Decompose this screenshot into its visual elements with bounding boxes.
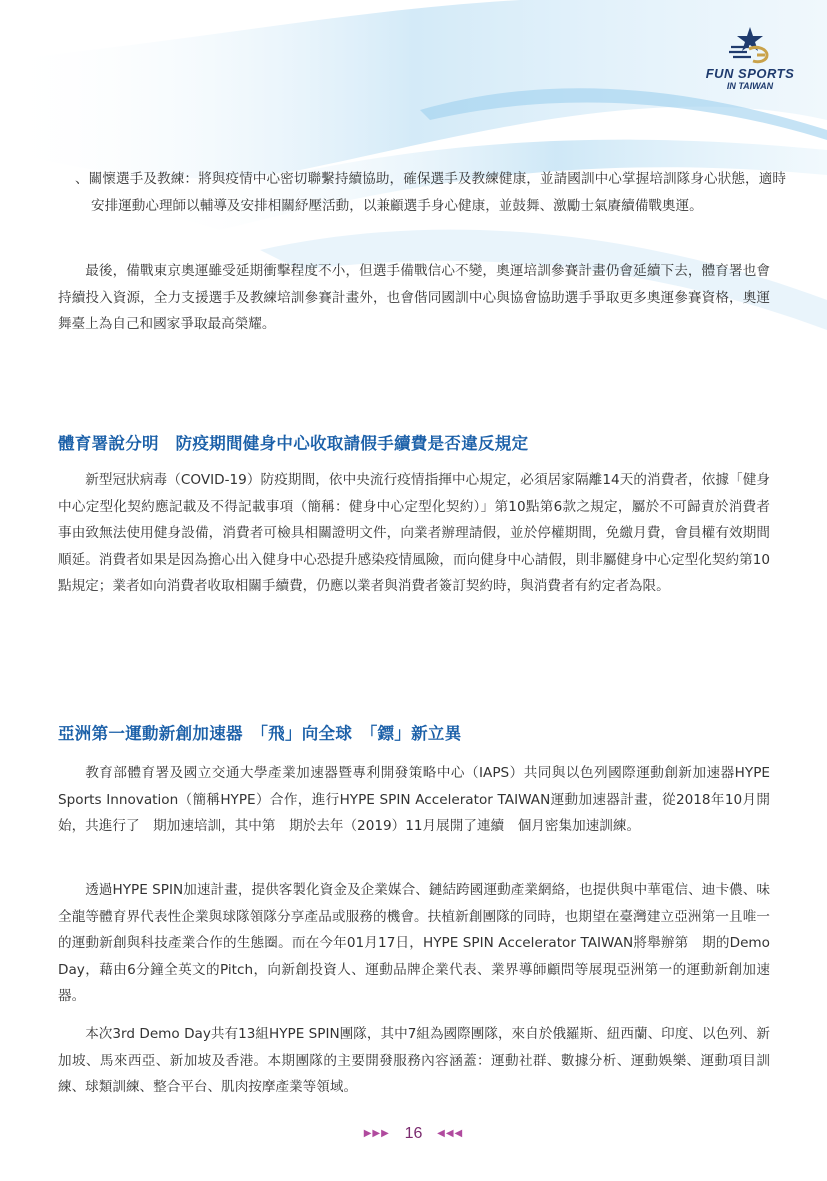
heading-gym-fees: 體育署說分明 防疫期間健身中心收取請假手續費是否違反規定 bbox=[58, 434, 529, 453]
paragraph-conclusion: 最後，備戰東京奧運雖受延期衝擊程度不小，但選手備戰信心不變，奧運培訓參賽計畫仍會延續下去，體育署也會持續投入資源，全力支援選手及教練培訓參賽計畫外，也會偕同國訓中心與協會協助選手爭取更多奧運參賽資格，奧運舞臺上為自己和國家爭取最高榮耀。 bbox=[58, 263, 770, 332]
page-number: 16 bbox=[404, 1125, 423, 1142]
logo-text-main: FUN SPORTS bbox=[705, 66, 795, 81]
page-footer bbox=[0, 1124, 827, 1143]
bullet-care-athletes: 、關懷選手及教練：將與疫情中心密切聯繫持續協助，確保選手及教練健康，並請國訓中心掌握培訓隊身心狀態，適時安排運動心理師以輔導及安排相關紓壓活動，以兼顧選手身心健康，並鼓舞、激勵士氣賡續備戰奧運。 bbox=[75, 171, 786, 214]
footer-left-arrows: ▶▶▶ bbox=[363, 1128, 390, 1139]
fun-sports-logo bbox=[700, 25, 800, 91]
footer-right-arrows: ◀◀◀ bbox=[437, 1128, 464, 1139]
paragraph-accelerator-intro: 教育部體育署及國立交通大學產業加速器暨專利開發策略中心（IAPS）共同與以色列國際運動創新加速器HYPE Sports Innovation（簡稱HYPE）合作，進行HYPE SPIN Accelerator TAIWAN運動加速器計畫，從2018年10月開始，共進行了 期加速培訓，其中第 期於去年（2019）11月展開了連續 個月密集加速訓練。 bbox=[58, 765, 770, 834]
paragraph-accelerator-program: 透過HYPE SPIN加速計畫，提供客製化資金及企業媒合、鏈結跨國運動產業網絡，也提供與中華電信、迪卡儂、味全龍等體育界代表性企業與球隊領隊分享產品或服務的機會。扶植新創團隊的同時，也期望在臺灣建立亞洲第一且唯一的運動新創與科技產業合作的生態圈。而在今年01月17日，HYPE SPIN Accelerator TAIWAN將舉辦第 期的Demo Day，藉由6分鐘全英文的Pitch，向新創投資人、運動品牌企業代表、業界導師顧問等展現亞洲第一的運動新創加速器。 bbox=[58, 882, 770, 1004]
logo-text-sub: IN TAIWAN bbox=[726, 81, 774, 91]
paragraph-gym-fees: 新型冠狀病毒（COVID-19）防疫期間，依中央流行疫情指揮中心規定，必須居家隔離14天的消費者，依據「健身中心定型化契約應記載及不得記載事項（簡稱：健身中心定型化契約）」第10點第6款之規定，屬於不可歸責於消費者事由致無法使用健身設備，消費者可檢具相關證明文件，向業者辦理請假，並於停權期間，免繳月費，會員權有效期間順延。消費者如果是因為擔心出入健身中心恐提升感染疫情風險，而向健身中心請假，則非屬健身中心定型化契約第10點規定；業者如向消費者收取相關手續費，仍應以業者與消費者簽訂契約時，與消費者有約定者為限。 bbox=[58, 472, 770, 594]
logo-figure-icon bbox=[727, 25, 773, 65]
heading-accelerator: 亞洲第一運動新創加速器 「飛」向全球 「鏢」新立異 bbox=[58, 724, 462, 743]
paragraph-demo-day: 本次3rd Demo Day共有13組HYPE SPIN團隊，其中7組為國際團隊，來自於俄羅斯、紐西蘭、印度、以色列、新加坡、馬來西亞、新加坡及香港。本期團隊的主要開發服務內容涵蓋：運動社群、數據分析、運動娛樂、運動項目訓練、球類訓練、整合平台、肌肉按摩產業等領域。 bbox=[58, 1026, 770, 1095]
